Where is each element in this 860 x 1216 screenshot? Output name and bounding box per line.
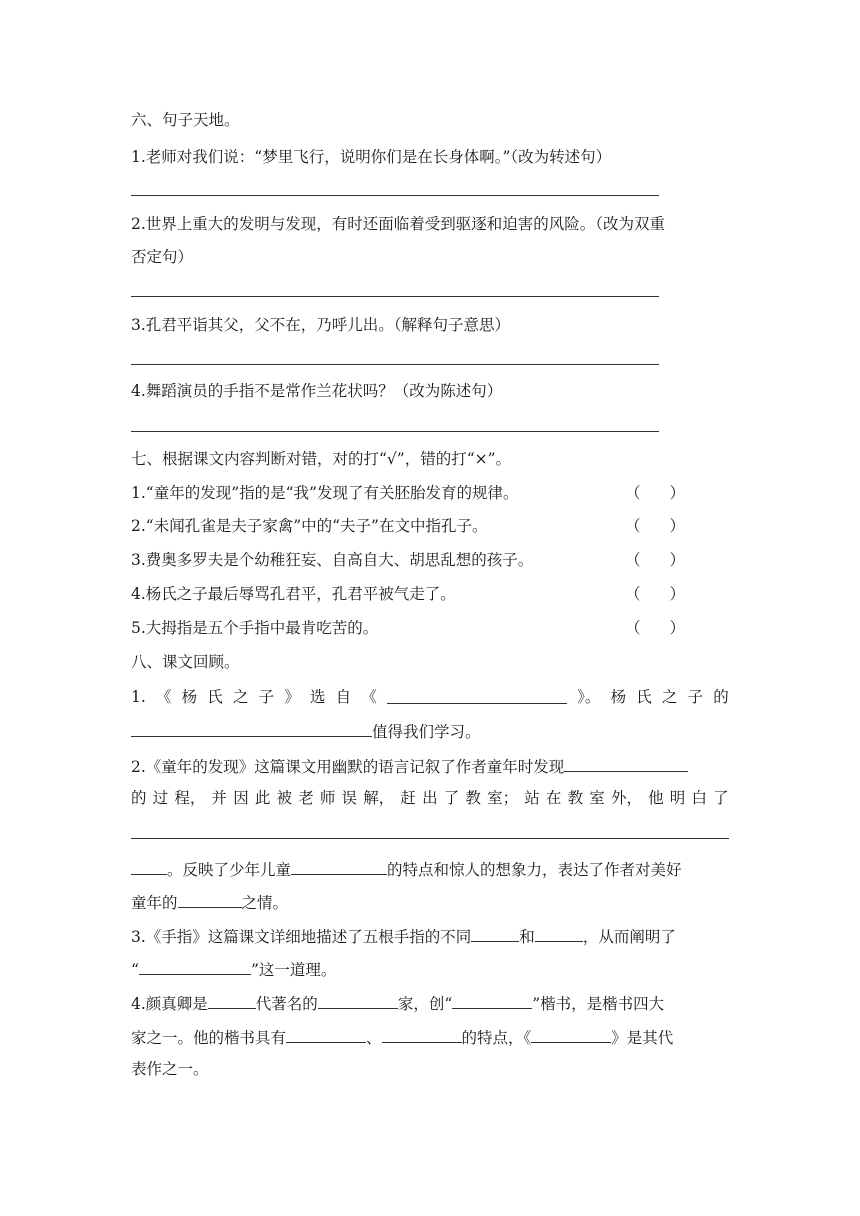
blank-finger-aspect-2[interactable] (535, 925, 583, 942)
blank-children-trait[interactable] (291, 858, 387, 875)
blank-finger-aspect-1[interactable] (471, 925, 519, 942)
s8-q3-line-2: “ ”这一道理。 (131, 958, 336, 980)
s8-q3-line-1: 3.《手指》这篇课文详细地描述了五根手指的不同 和 ，从而阐明了 (131, 925, 676, 947)
blank-feature-2[interactable] (382, 1026, 462, 1043)
judge-item-4: 4.杨氏之子最后辱骂孔君平，孔君平被气走了。 (131, 585, 456, 603)
answer-line-s6-q3[interactable] (131, 364, 659, 365)
judge-item-3: 3.费奥多罗夫是个幼稚狂妄、自高自大、胡思乱想的孩子。 (131, 551, 534, 569)
blank-source-book[interactable] (387, 687, 567, 704)
blank-dynasty[interactable] (208, 992, 256, 1009)
blank-feature-1[interactable] (286, 1026, 366, 1043)
judge-item-1: 1.“童年的发现”指的是“我”发现了有关胚胎发育的规律。 (131, 484, 519, 502)
judge-item-5: 5.大拇指是五个手指中最肯吃苦的。 (131, 619, 379, 637)
s8-q4-line-2: 家之一。他的楷书具有 、 的特点，《 》是其代 (131, 1026, 673, 1048)
answer-line-s6-q4[interactable] (131, 431, 659, 432)
judge-item-2: 2.“未闻孔雀是夫子家禽”中的“夫子”在文中指孔子。 (131, 517, 488, 535)
s8-q2-line-5: 童年的 之情。 (131, 891, 288, 913)
section-6-title: 六、句子天地。 (131, 111, 240, 129)
s6-question-4: 4.舞蹈演员的手指不是常作兰花状吗？（改为陈述句） (131, 382, 503, 400)
blank-masterpiece[interactable] (531, 1026, 611, 1043)
s8-q4-line-3: 表作之一。 (131, 1060, 209, 1078)
s8-q2-line-3 (131, 822, 729, 844)
s6-question-2-line-1: 2.世界上重大的发明与发现，有时还面临着受到驱逐和迫害的风险。（改为双重 (131, 215, 666, 233)
blank-discovery[interactable] (564, 755, 688, 772)
answer-paren-1[interactable]: （ ） (625, 484, 685, 502)
blank-understood-end[interactable] (131, 858, 167, 875)
s8-q2-line-4: 。反映了少年儿童 的特点和惊人的想象力，表达了作者对美好 (131, 858, 682, 880)
s6-question-1: 1.老师对我们说：“梦里飞行，说明你们是在长身体啊。”（改为转述句） (131, 148, 612, 166)
section-8-title: 八、课文回顾。 (131, 653, 240, 671)
s6-question-2-line-2: 否定句） (131, 248, 194, 266)
s8-q2-line-1: 2.《童年的发现》这篇课文用幽默的语言记叙了作者童年时发现 (131, 755, 688, 777)
answer-line-s6-q2[interactable] (131, 296, 659, 297)
answer-paren-2[interactable]: （ ） (625, 517, 685, 535)
s6-question-3: 3.孔君平诣其父，父不在，乃呼儿出。（解释句子意思） (131, 316, 511, 334)
section-7-title: 七、根据课文内容判断对错，对的打“√”，错的打“×”。 (131, 450, 512, 468)
blank-script-style[interactable] (452, 992, 532, 1009)
blank-feeling[interactable] (178, 891, 242, 908)
blank-yang-quality[interactable] (131, 720, 372, 737)
blank-understood[interactable] (131, 822, 729, 839)
s8-q4-line-1: 4.颜真卿是 代著名的 家，创“ ”楷书，是楷书四大 (131, 992, 664, 1014)
answer-line-s6-q1[interactable] (131, 195, 659, 196)
blank-principle[interactable] (139, 958, 251, 975)
answer-paren-4[interactable]: （ ） (625, 585, 685, 603)
s8-q1-line-2: 值得我们学习。 (131, 720, 481, 742)
s8-q1-line-1: 1. 《 杨 氏 之 子 》 选 自 《 》。 杨 氏 之 子 的 (131, 688, 729, 706)
s8-q2-line-2: 的 过 程， 并 因 此 被 老 师 误 解， 赶 出 了 教 室； 站 在 教 室 外， 他 明 白 了 (131, 789, 729, 807)
blank-profession[interactable] (318, 992, 398, 1009)
answer-paren-3[interactable]: （ ） (625, 551, 685, 569)
answer-paren-5[interactable]: （ ） (625, 619, 685, 637)
